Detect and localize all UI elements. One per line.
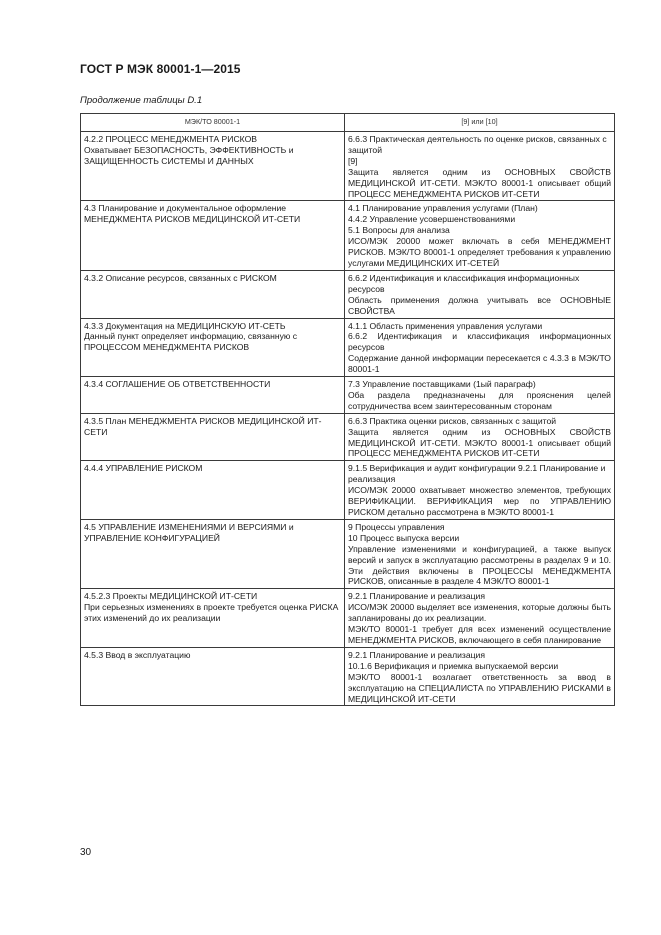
- cell-line: 6.6.3 Практическая деятельность по оценке рисков, связанных с защитой: [348, 134, 607, 155]
- cell-line: Область применения должна учитывать все ОСНОВНЫЕ СВОЙСТВА: [348, 294, 611, 316]
- cell-line: Управление изменениями и конфигурацией, а также выпуск версий и запуск в эксплуатацию рассмотрены в разделах 9 и 10. Эти действия включены в ПРОЦЕССЫ МЕНЕДЖМЕНТА РИСКОВ, описанные в разделе 4 МЭК/ТО 80001-1: [348, 543, 611, 587]
- cell-line: 4.5.3 Ввод в эксплуатацию: [84, 649, 191, 660]
- cell-line: 9 Процессы управления: [348, 521, 445, 532]
- table-row: [81, 647, 615, 706]
- cell-line: 4.2.2 ПРОЦЕСС МЕНЕДЖМЕНТА РИСКОВ: [84, 134, 257, 144]
- cell-line: 5.1 Вопросы для анализа: [348, 225, 450, 236]
- cell-iso-clause: [345, 589, 615, 648]
- table-row: [81, 132, 615, 201]
- table-row: [81, 270, 615, 318]
- cell-line: 4.3.3 Документация на МЕДИЦИНСКУЮ ИТ-СЕТЬ: [84, 320, 286, 331]
- cell-line: 4.3 Планирование и документальное оформление МЕНЕДЖМЕНТА РИСКОВ МЕДИЦИНСКОЙ ИТ-СЕТИ: [84, 203, 301, 225]
- cell-iso-clause: [345, 201, 615, 270]
- table-row: [81, 413, 615, 461]
- page-number: 30: [80, 847, 92, 858]
- cell-iec-clause: [81, 377, 345, 414]
- cell-iso-clause: [345, 519, 615, 588]
- cell-iso-clause: [345, 132, 615, 201]
- cell-iec-clause: [81, 647, 345, 706]
- cell-line: 6.6.3 Практика оценки рисков, связанных с защитой: [348, 415, 557, 426]
- cell-line: ИСО/МЭК 20000 может включать в себя МЕНЕДЖМЕНТ РИСКОВ. МЭК/ТО 80001-1 определяет требования к управлению услугами МЕДИЦИНСКИХ ИТ-СЕТЕЙ: [348, 236, 611, 268]
- document-header: ГОСТ Р МЭК 80001-1—2015: [80, 62, 241, 76]
- cell-line: 6.6.2 Идентификация и классификация информационных ресурсов: [348, 272, 580, 294]
- cell-line: Данный пункт определяет информацию, связанную с ПРОЦЕССОМ МЕНЕДЖМЕНТА РИСКОВ: [84, 331, 297, 353]
- cell-iso-clause: [345, 647, 615, 706]
- cell-line: 4.5.2.3 Проекты МЕДИЦИНСКОЙ ИТ-СЕТИ: [84, 591, 258, 602]
- cell-line: Оба раздела предназначены для прояснения целей сотрудничества всем заинтересованным сторонам: [348, 389, 611, 411]
- cell-iso-clause: [345, 377, 615, 414]
- table-row: [81, 377, 615, 414]
- cell-line: Содержание данной информации пересекается с 4.3.3 в МЭК/ТО 80001-1: [348, 353, 611, 375]
- column-header-left: МЭК/ТО 80001-1: [81, 114, 345, 132]
- cell-iso-clause: [345, 318, 615, 377]
- table-row: [81, 519, 615, 588]
- cell-line: 4.3.5 План МЕНЕДЖМЕНТА РИСКОВ МЕДИЦИНСКОЙ ИТ-СЕТИ: [84, 415, 322, 437]
- cell-line: 4.4.2 Управление усовершенствованиями: [348, 214, 516, 225]
- cell-iso-clause: [345, 413, 615, 461]
- cell-line: Охватывает БЕЗОПАСНОСТЬ, ЭФФЕКТИВНОСТЬ и ЗАЩИЩЕННОСТЬ СИСТЕМЫ И ДАННЫХ: [84, 144, 294, 166]
- cell-line: 9.1.5 Верификация и аудит конфигурации 9.2.1 Планирование и реализация: [348, 463, 606, 485]
- table-row: [81, 318, 615, 377]
- cell-line: 6.6.2 Идентификация и классификация информационных ресурсов: [348, 331, 611, 353]
- cell-line: 4.3.2 Описание ресурсов, связанных с РИСКОМ: [84, 272, 277, 283]
- cell-line: 9.2.1 Планирование и реализация: [348, 649, 485, 660]
- table-caption: Продолжение таблицы D.1: [80, 95, 203, 106]
- cell-line: 10.1.6 Верификация и приемка выпускаемой версии: [348, 660, 559, 671]
- cell-line: Защита является одним из ОСНОВНЫХ СВОЙСТВ МЕДИЦИНСКОЙ ИТ-СЕТИ. МЭК/ТО 80001-1 описывает общий ПРОЦЕСС МЕНЕДЖМЕНТА РИСКОВ ИТ-СЕТИ: [348, 426, 611, 459]
- cell-line: МЭК/ТО 80001-1 возлагает ответственность за ввод в эксплуатацию на СПЕЦИАЛИСТА по УПРАВЛЕНИЮ РИСКАМИ в МЕДИЦИНСКОЙ ИТ-СЕТИ: [348, 671, 611, 704]
- cell-line: Защита является одним из ОСНОВНЫХ СВОЙСТВ МЕДИЦИНСКОЙ ИТ-СЕТИ. МЭК/ТО 80001-1 описывает общий ПРОЦЕСС МЕНЕДЖМЕНТА РИСКОВ ИТ-СЕТИ: [348, 166, 611, 199]
- cell-iso-clause: [345, 270, 615, 318]
- cell-line: 9.2.1 Планирование и реализация: [348, 591, 485, 602]
- cell-line: 4.3.4 СОГЛАШЕНИЕ ОБ ОТВЕТСТВЕННОСТИ: [84, 379, 271, 390]
- cell-iec-clause: [81, 270, 345, 318]
- cell-line: МЭК/ТО 80001-1 требует для всех изменений осуществление МЕНЕДЖМЕНТА РИСКОВ, включающего в себя планирование: [348, 624, 611, 645]
- cell-line: ИСО/МЭК 20000 охватывает множество элементов, требующих ВЕРИФИКАЦИИ. ВЕРИФИКАЦИЯ мер по УПРАВЛЕНИЮ РИСКОМ детально рассмотрена в МЭК/ТО 80001-1: [348, 485, 611, 517]
- table-row: [81, 461, 615, 520]
- correspondence-table: [80, 113, 615, 706]
- cell-line: 4.1 Планирование управления услугами (План): [348, 203, 538, 214]
- cell-line: 4.5 УПРАВЛЕНИЕ ИЗМЕНЕНИЯМИ И ВЕРСИЯМИ и УПРАВЛЕНИЕ КОНФИГУРАЦИЕЙ: [84, 521, 294, 543]
- cell-iec-clause: [81, 589, 345, 648]
- cell-line: 7.3 Управление поставщиками (1ый параграф): [348, 379, 536, 390]
- cell-iec-clause: [81, 461, 345, 520]
- cell-iec-clause: [81, 201, 345, 270]
- cell-line: [9]: [348, 155, 358, 166]
- cell-line: ИСО/МЭК 20000 выделяет все изменения, которые должны быть запланированы до их реализации.: [348, 602, 611, 624]
- cell-line: 4.1.1 Область применения управления услугами: [348, 320, 543, 331]
- table-row: [81, 589, 615, 648]
- cell-iec-clause: [81, 413, 345, 461]
- cell-line: 4.4.4 УПРАВЛЕНИЕ РИСКОМ: [84, 463, 203, 474]
- cell-iec-clause: [81, 132, 345, 201]
- cell-line: При серьезных изменениях в проекте требуется оценка РИСКА этих изменений до их реализации: [84, 602, 339, 624]
- table-row: [81, 201, 615, 270]
- table-header-row: [81, 114, 615, 132]
- cell-line: 10 Процесс выпуска версии: [348, 532, 460, 543]
- cell-iec-clause: [81, 318, 345, 377]
- column-header-right: [9] или [10]: [345, 114, 615, 132]
- cell-iso-clause: [345, 461, 615, 520]
- cell-iec-clause: [81, 519, 345, 588]
